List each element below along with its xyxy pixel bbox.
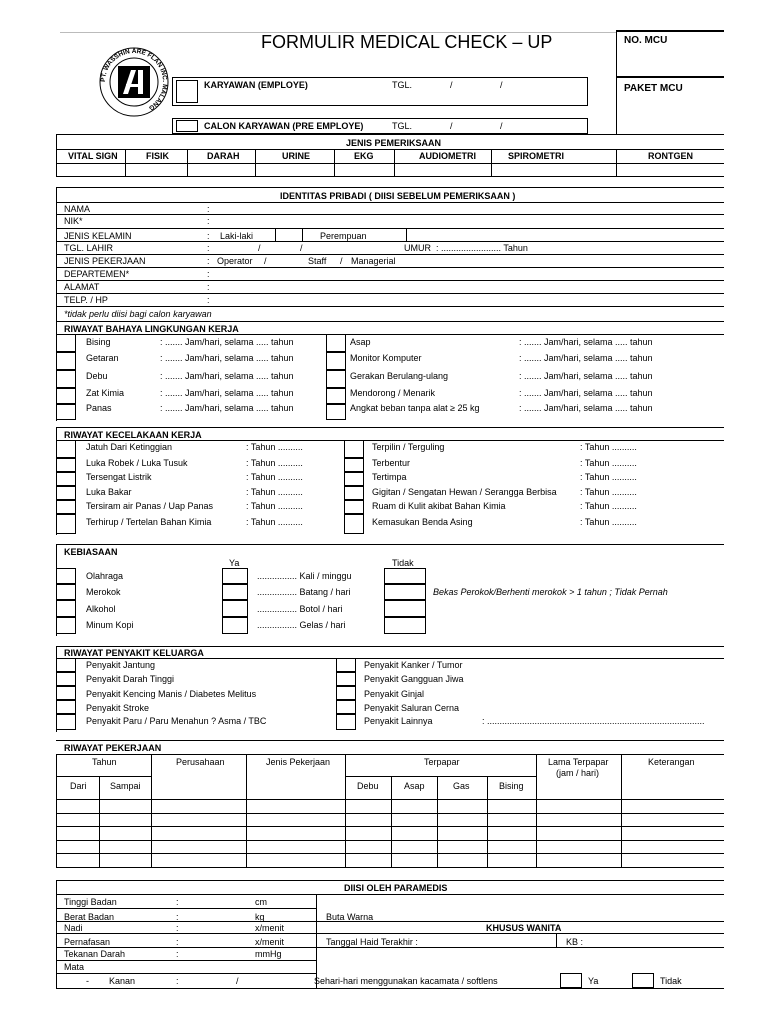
jenis-col-fisik: FISIK (146, 151, 170, 161)
operator-option[interactable]: Operator (217, 256, 253, 266)
bahaya-check-zat-kimia[interactable] (56, 388, 76, 404)
lahir-slash-1: / (258, 243, 261, 253)
jenis-col-urine: URINE (282, 151, 311, 161)
kel-right-4: Penyakit Lainnya (364, 716, 433, 726)
kec-check-left-0[interactable] (56, 440, 76, 458)
karyawan-tgl-slash-1: / (450, 80, 453, 90)
pm-colon-2: : (176, 923, 179, 933)
pk-row-1 (56, 799, 724, 800)
calon-checkbox[interactable] (176, 120, 198, 132)
paramedis-title: DIISI OLEH PARAMEDIS (344, 883, 448, 893)
karyawan-label: KARYAWAN (EMPLOYE) (204, 80, 308, 90)
karyawan-tgl-slash-2: / (500, 80, 503, 90)
pk-vl-7 (487, 776, 488, 867)
identitas-title: IDENTITAS PRIBADI ( DIISI SEBELUM PEMERIKSAAN ) (280, 191, 516, 201)
jenis-col-darah: DARAH (207, 151, 240, 161)
kec-left-3: Luka Bakar (86, 487, 132, 497)
id-rule-8 (56, 306, 724, 307)
kel-check-left-4[interactable] (56, 714, 76, 730)
pm-label-berat: Berat Badan (64, 912, 115, 922)
bahaya-check-monitor[interactable] (326, 352, 346, 370)
mata-dash: - (86, 976, 89, 986)
pk-col-perusahaan: Perusahaan (176, 757, 225, 767)
id-label-tgl-lahir: TGL. LAHIR (64, 243, 114, 253)
id-rule-5 (56, 267, 724, 268)
kacamata-tidak: Tidak (660, 976, 682, 986)
kel-check-left-1[interactable] (56, 672, 76, 686)
keluarga-title: RIWAYAT PENYAKIT KELUARGA (64, 648, 204, 658)
keb-tidak-alkohol[interactable] (384, 600, 426, 617)
kel-right-1: Penyakit Gangguan Jiwa (364, 674, 464, 684)
kec-left-fill-4: : Tahun .......... (246, 501, 303, 511)
kel-check-left-2[interactable] (56, 686, 76, 700)
jk-vl-2 (302, 228, 303, 241)
jenis-title: JENIS PEMERIKSAAN (346, 138, 442, 148)
kec-right-5: Kemasukan Benda Asing (372, 517, 473, 527)
kec-right-3: Gigitan / Sengatan Hewan / Serangga Berbisa (372, 487, 557, 497)
keb-tidak-kopi[interactable] (384, 617, 426, 634)
kec-check-left-3[interactable] (56, 486, 76, 500)
pk-row-6 (56, 867, 724, 868)
kec-right-fill-4: : Tahun .......... (580, 501, 637, 511)
bahaya-check-angkat[interactable] (326, 404, 346, 420)
pm-label-pernafasan: Pernafasan (64, 937, 111, 947)
pm-rule-1 (56, 894, 724, 895)
kel-check-left-3[interactable] (56, 700, 76, 714)
kb-divider (556, 933, 557, 947)
keb-tidak-merokok[interactable] (384, 584, 426, 600)
id-label-alamat: ALAMAT (64, 282, 100, 292)
pm-colon-0: : (176, 897, 179, 907)
kec-left-0: Jatuh Dari Ketinggian (86, 442, 173, 452)
bahaya-check-debu[interactable] (56, 370, 76, 388)
keb-fill-3: ................ Gelas / hari (257, 620, 346, 630)
pk-rule-terpapar-sub (345, 776, 536, 777)
pk-vl-4 (345, 754, 346, 867)
keb-item-2: Alkohol (86, 604, 116, 614)
kec-check-left-1[interactable] (56, 458, 76, 472)
kel-check-right-4[interactable] (336, 714, 356, 730)
pm-r-5 (56, 960, 316, 961)
kec-right-fill-2: : Tahun .......... (580, 472, 637, 482)
kebiasaan-tidak: Tidak (392, 558, 414, 568)
id-colon-dept: : (207, 269, 210, 279)
id-rule-9 (56, 321, 724, 322)
kec-right-fill-0: : Tahun .......... (580, 442, 637, 452)
bahaya-check-getaran[interactable] (56, 352, 76, 370)
pk-rule-tahun-sub (56, 776, 152, 777)
id-rule-7 (56, 293, 724, 294)
khusus-wanita-title: KHUSUS WANITA (486, 923, 562, 933)
bahaya-right-1: Monitor Komputer (350, 353, 422, 363)
keb-check-olahraga[interactable] (56, 568, 76, 584)
id-rule-3 (56, 241, 724, 242)
kec-left-4: Tersiram air Panas / Uap Panas (86, 501, 214, 511)
pk-row-2 (56, 813, 724, 814)
pm-vl-left (56, 880, 57, 988)
bahaya-check-panas[interactable] (56, 404, 76, 420)
umur-label: UMUR (404, 243, 431, 253)
pekerjaan-slash-1: / (264, 256, 267, 266)
keb-item-3: Minum Kopi (86, 620, 134, 630)
pk-rule-top (56, 740, 724, 741)
bahaya-left-4: Panas (86, 403, 112, 413)
kec-check-right-1[interactable] (344, 458, 364, 472)
pk-col-dari: Dari (70, 781, 87, 791)
karyawan-tgl-label: TGL. (392, 80, 413, 90)
identitas-note: *tidak perlu diisi bagi calon karyawan (64, 309, 212, 319)
id-label-nik: NIK* (64, 216, 83, 226)
bahaya-right-2: Gerakan Berulang-ulang (350, 371, 449, 381)
kel-lainnya-fill: : ....................................................................................... (482, 716, 705, 726)
pm-unit-cm: cm (255, 897, 267, 907)
calon-tgl-slash-1: / (450, 121, 453, 131)
calon-tgl-slash-2: / (500, 121, 503, 131)
laki-laki-option[interactable]: Laki-laki (220, 231, 254, 241)
bahaya-rule (56, 334, 724, 335)
pm-r-1 (56, 908, 316, 909)
pekerjaan-slash-2: / (340, 256, 343, 266)
kecelakaan-title: RIWAYAT KECELAKAAN KERJA (64, 430, 202, 440)
lahir-slash-2: / (300, 243, 303, 253)
pk-vl-8 (536, 754, 537, 867)
mcu-mid-rule (616, 76, 724, 78)
kel-check-right-1[interactable] (336, 672, 356, 686)
kel-check-right-3[interactable] (336, 700, 356, 714)
id-rule-4 (56, 254, 724, 255)
kacamata-ya: Ya (588, 976, 599, 986)
kel-left-3: Penyakit Stroke (86, 703, 150, 713)
bahaya-check-gerakan[interactable] (326, 370, 346, 388)
haid-label: Tanggal Haid Terakhir : (326, 937, 418, 947)
pm-colon-3: : (176, 937, 179, 947)
keb-check-merokok[interactable] (56, 584, 76, 600)
jenis-col-spirometri: SPIROMETRI (508, 151, 565, 161)
pm-vl-mid (316, 894, 317, 988)
pk-vl-0 (56, 754, 57, 867)
kel-left-4: Penyakit Paru / Paru Menahun ? Asma / TBC (86, 716, 267, 726)
bahaya-left-fill-3: : ....... Jam/hari, selama ..... tahun (160, 388, 294, 398)
pk-vl-9 (621, 754, 622, 867)
pm-label-tinggi: Tinggi Badan (64, 897, 117, 907)
id-label-telp: TELP. / HP (64, 295, 108, 305)
keb-ya-alkohol[interactable] (222, 600, 248, 617)
pm-label-tekanan: Tekanan Darah (64, 949, 126, 959)
kec-left-fill-3: : Tahun .......... (246, 487, 303, 497)
bahaya-left-fill-1: : ....... Jam/hari, selama ..... tahun (160, 353, 294, 363)
kel-right-3: Penyakit Saluran Cerna (364, 703, 460, 713)
kec-left-1: Luka Robek / Luka Tusuk (86, 458, 188, 468)
jenis-rule-1 (56, 149, 724, 150)
logo-ring-text: PT. WASSHIN ARE FLAN INC. MALANG (99, 47, 169, 112)
pm-label-nadi: Nadi (64, 923, 83, 933)
pk-row-3 (56, 826, 724, 827)
pm-colon-1: : (176, 912, 179, 922)
jenis-col-rontgen: RONTGEN (648, 151, 693, 161)
company-logo-icon (96, 44, 172, 120)
id-label-departemen: DEPARTEMEN* (64, 269, 130, 279)
id-colon-nik: : (207, 216, 210, 226)
pk-vl-5 (391, 776, 392, 867)
page-title: FORMULIR MEDICAL CHECK – UP (261, 32, 553, 52)
pk-col-asap: Asap (404, 781, 425, 791)
kec-rule (56, 440, 724, 441)
calon-tgl-label: TGL. (392, 121, 413, 131)
id-label-nama: NAMA (64, 204, 91, 214)
mcu-top-rule (616, 30, 724, 32)
bahaya-left-fill-4: : ....... Jam/hari, selama ..... tahun (160, 403, 294, 413)
pk-vl-1 (99, 776, 100, 867)
id-rule-top (56, 187, 724, 188)
bahaya-check-bising[interactable] (56, 334, 76, 352)
perokok-note: Bekas Perokok/Berhenti merokok > 1 tahun ; Tidak Pernah (433, 587, 668, 597)
pm-colon-4: : (176, 949, 179, 959)
keb-ya-olahraga[interactable] (222, 568, 248, 584)
bahaya-right-3: Mendorong / Menarik (350, 388, 436, 398)
mata-kanan: Kanan (109, 976, 136, 986)
bahaya-left-2: Debu (86, 371, 108, 381)
kec-left-5: Terhirup / Tertelan Bahan Kimia (86, 517, 212, 527)
id-colon-jk: : (207, 231, 210, 241)
kel-right-2: Penyakit Ginjal (364, 689, 425, 699)
pm-unit-nafas: x/menit (255, 937, 285, 947)
bahaya-check-asap[interactable] (326, 334, 346, 352)
pk-rule-header (56, 754, 724, 755)
kec-right-1: Terbentur (372, 458, 411, 468)
paket-mcu-label: PAKET MCU (624, 83, 683, 94)
bahaya-right-fill-4: : ....... Jam/hari, selama ..... tahun (519, 403, 653, 413)
jenis-vl-1 (125, 149, 126, 176)
jenis-vl-7 (616, 149, 617, 176)
keb-fill-2: ................ Botol / hari (257, 604, 343, 614)
mata-colon: : (176, 976, 179, 986)
pk-col-keterangan: Keterangan (648, 757, 695, 767)
id-rule-0 (56, 202, 724, 203)
bahaya-title: RIWAYAT BAHAYA LINGKUNGAN KERJA (64, 324, 239, 334)
pk-col-bising: Bising (499, 781, 524, 791)
pk-col-tahun: Tahun (92, 757, 117, 767)
pk-col-lama: Lama Terpapar (548, 757, 609, 767)
karyawan-checkbox[interactable] (176, 80, 198, 103)
pm-r-3 (56, 933, 724, 934)
pm-unit-mmhg: mmHg (255, 949, 282, 959)
jk-vl-1 (275, 228, 276, 241)
calon-label: CALON KARYAWAN (PRE EMPLOYE) (204, 121, 364, 131)
id-label-jenis-kelamin: JENIS KELAMIN (64, 231, 132, 241)
pk-col-terpapar: Terpapar (424, 757, 460, 767)
jenis-vl-6 (491, 149, 492, 176)
bahaya-left-3: Zat Kimia (86, 388, 125, 398)
bahaya-right-4: Angkat beban tanpa alat ≥ 25 kg (350, 403, 480, 413)
kel-right-0: Penyakit Kanker / Tumor (364, 660, 463, 670)
kec-left-fill-5: : Tahun .......... (246, 517, 303, 527)
keb-fill-1: ................ Batang / hari (257, 587, 351, 597)
bahaya-left-fill-2: : ....... Jam/hari, selama ..... tahun (160, 371, 294, 381)
id-label-jenis-pekerjaan: JENIS PEKERJAAN (64, 256, 146, 266)
kec-rule-top (56, 427, 724, 428)
pk-col-sampai: Sampai (110, 781, 141, 791)
staff-option[interactable]: Staff (308, 256, 327, 266)
pk-col-jenis: Jenis Pekerjaan (266, 757, 331, 767)
perempuan-option[interactable]: Perempuan (320, 231, 367, 241)
jenis-vl-5 (394, 149, 395, 176)
kec-check-right-4[interactable] (344, 500, 364, 514)
jenis-vl-3 (255, 149, 256, 176)
jenis-col-ekg: EKG (354, 151, 374, 161)
kel-check-left-0[interactable] (56, 658, 76, 672)
keb-fill-0: ................ Kali / minggu (257, 571, 352, 581)
id-colon-alamat: : (207, 282, 210, 292)
bahaya-right-fill-3: : ....... Jam/hari, selama ..... tahun (519, 388, 653, 398)
keb-ya-merokok[interactable] (222, 584, 248, 600)
managerial-option[interactable]: Managerial (351, 256, 396, 266)
kec-left-fill-0: : Tahun .......... (246, 442, 303, 452)
pekerjaan-title: RIWAYAT PEKERJAAN (64, 743, 162, 753)
kacamata-ya-checkbox[interactable] (560, 973, 582, 988)
bahaya-right-fill-0: : ....... Jam/hari, selama ..... tahun (519, 337, 653, 347)
kec-left-fill-1: : Tahun .......... (246, 458, 303, 468)
jenis-vl-4 (334, 149, 335, 176)
bahaya-left-1: Getaran (86, 353, 119, 363)
bahaya-left-fill-0: : ....... Jam/hari, selama ..... tahun (160, 337, 294, 347)
id-colon-telp: : (207, 295, 210, 305)
kec-right-fill-5: : Tahun .......... (580, 517, 637, 527)
mata-slash: / (236, 976, 239, 986)
kacamata-tidak-checkbox[interactable] (632, 973, 654, 988)
pm-unit-nadi: x/menit (255, 923, 285, 933)
pk-vl-2 (151, 754, 152, 867)
jenis-rule-3 (56, 176, 724, 177)
kec-right-4: Ruam di Kulit akibat Bahan Kimia (372, 501, 506, 511)
jenis-vl-0 (56, 134, 57, 176)
pk-vl-6 (437, 776, 438, 867)
kel-left-2: Penyakit Kencing Manis / Diabetes Melitus (86, 689, 257, 699)
id-colon-pekerjaan: : (207, 256, 210, 266)
jk-vl-3 (406, 228, 407, 241)
kec-check-right-5[interactable] (344, 514, 364, 534)
pk-row-5 (56, 853, 724, 854)
keb-ya-kopi[interactable] (222, 617, 248, 634)
pk-row-4 (56, 840, 724, 841)
kec-right-fill-1: : Tahun .......... (580, 458, 637, 468)
id-rule-2 (56, 228, 724, 229)
pm-r-2 (56, 921, 724, 922)
jenis-rule-top (56, 134, 724, 135)
kec-check-right-2[interactable] (344, 472, 364, 486)
mcu-divider (616, 30, 617, 134)
keb-item-1: Merokok (86, 587, 121, 597)
bahaya-right-fill-2: : ....... Jam/hari, selama ..... tahun (519, 371, 653, 381)
pk-col-debu: Debu (357, 781, 379, 791)
kec-right-2: Tertimpa (372, 472, 407, 482)
no-mcu-label: NO. MCU (624, 35, 668, 46)
kec-right-fill-3: : Tahun .......... (580, 487, 637, 497)
bahaya-right-fill-1: : ....... Jam/hari, selama ..... tahun (519, 353, 653, 363)
keb-rule-top (56, 544, 724, 545)
kec-left-2: Tersengat Listrik (86, 472, 152, 482)
pk-col-gas: Gas (453, 781, 470, 791)
kec-check-right-0[interactable] (344, 440, 364, 458)
kel-check-right-2[interactable] (336, 686, 356, 700)
kel-check-right-0[interactable] (336, 658, 356, 672)
umur-fill: : ........................ Tahun (436, 243, 528, 253)
kec-check-left-2[interactable] (56, 472, 76, 486)
kec-check-right-3[interactable] (344, 486, 364, 500)
pm-r-6 (56, 973, 316, 974)
bahaya-left-0: Bising (86, 337, 111, 347)
pm-label-mata: Mata (64, 962, 85, 972)
jenis-col-audiometri: AUDIOMETRI (419, 151, 476, 161)
buta-warna-label: Buta Warna (326, 912, 374, 922)
id-rule-1 (56, 214, 724, 215)
id-rule-6 (56, 280, 724, 281)
pk-col-lama-unit: (jam / hari) (556, 768, 600, 778)
keb-tidak-olahraga[interactable] (384, 568, 426, 584)
kacamata-label: Sehari-hari menggunakan kacamata / softlens (314, 976, 498, 986)
kel-rule-top (56, 646, 724, 647)
kb-label: KB : (566, 937, 584, 947)
kebiasaan-ya: Ya (229, 558, 240, 568)
kel-left-1: Penyakit Darah Tinggi (86, 674, 175, 684)
jenis-col-vital-sign: VITAL SIGN (68, 151, 118, 161)
bahaya-right-0: Asap (350, 337, 371, 347)
keb-item-0: Olahraga (86, 571, 124, 581)
id-colon-lahir: : (207, 243, 210, 253)
kebiasaan-title: KEBIASAAN (64, 547, 118, 557)
kel-left-0: Penyakit Jantung (86, 660, 156, 670)
keb-check-alkohol[interactable] (56, 600, 76, 617)
jenis-rule-2 (56, 163, 724, 164)
pk-vl-3 (246, 754, 247, 867)
id-colon-nama: : (207, 204, 210, 214)
bahaya-check-mendorong[interactable] (326, 388, 346, 404)
kel-rule (56, 658, 724, 659)
jenis-vl-2 (187, 149, 188, 176)
kec-check-left-5[interactable] (56, 514, 76, 534)
kec-left-fill-2: : Tahun .......... (246, 472, 303, 482)
pm-rule-top (56, 880, 724, 881)
kec-right-0: Terpilin / Terguling (372, 442, 445, 452)
kec-check-left-4[interactable] (56, 500, 76, 514)
keb-check-kopi[interactable] (56, 617, 76, 634)
pm-r-7 (56, 988, 724, 989)
pm-unit-kg: kg (255, 912, 265, 922)
